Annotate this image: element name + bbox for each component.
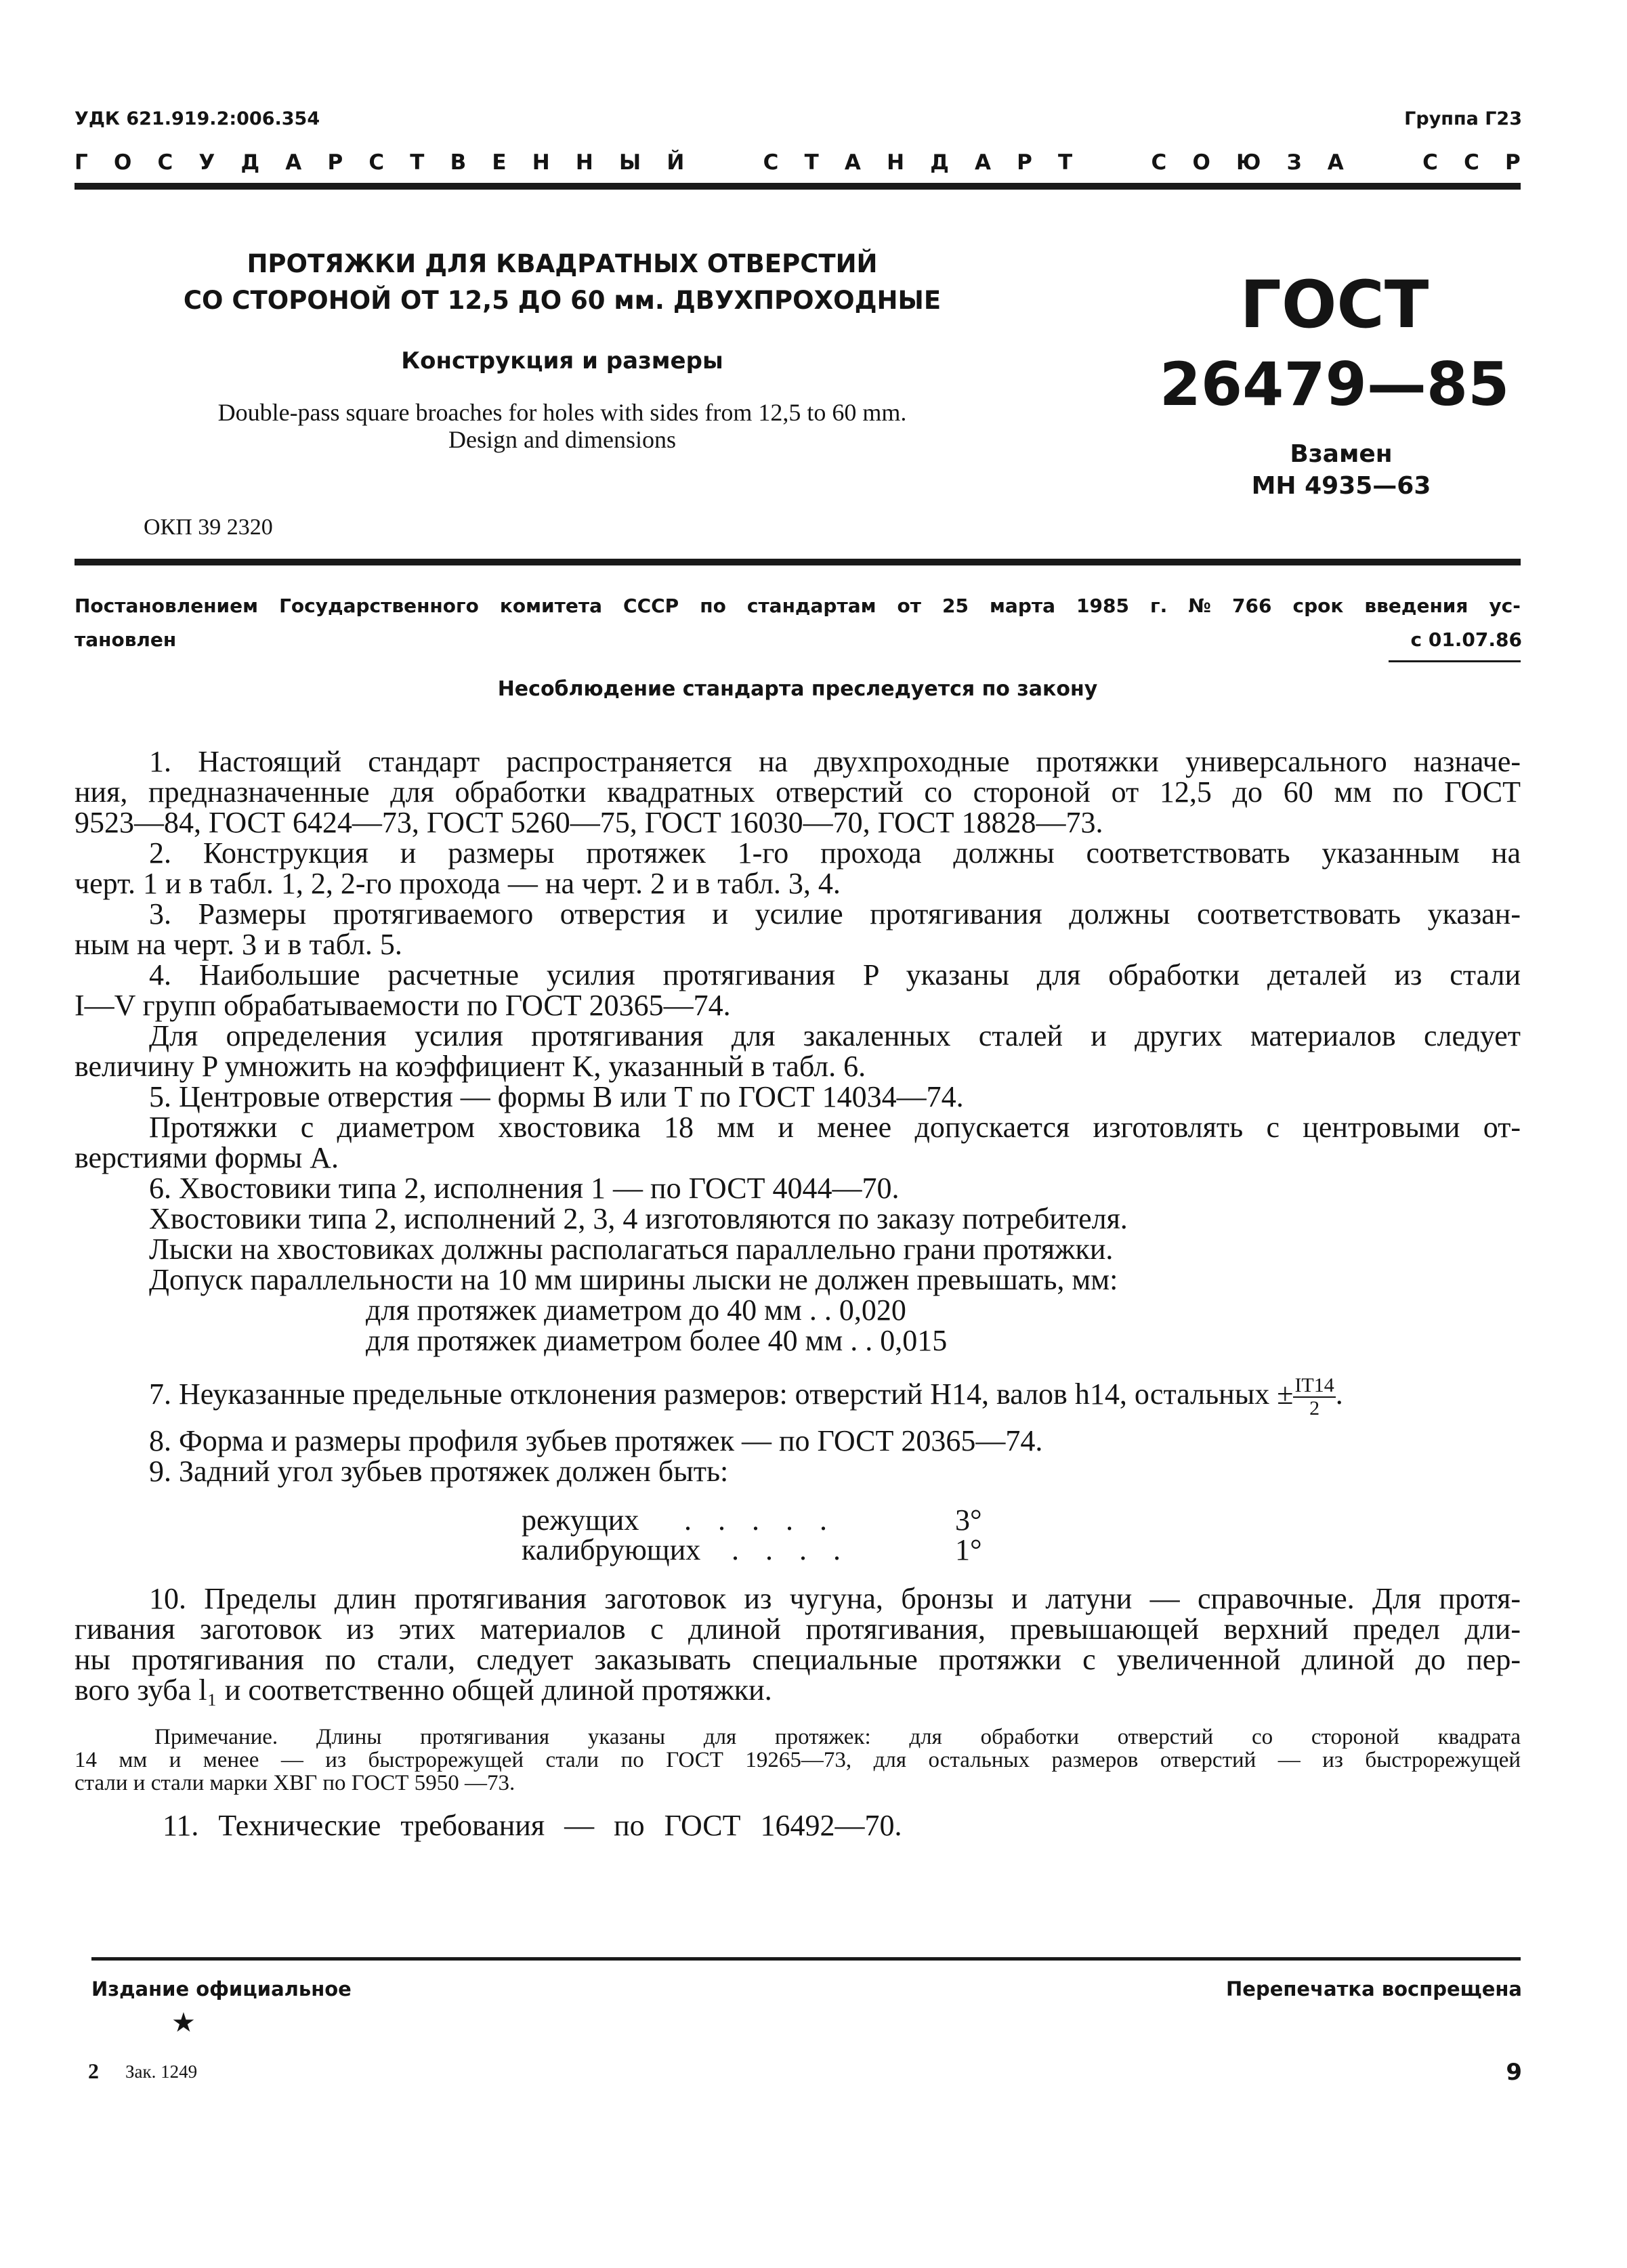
clause-6-line-1: 6. Хвостовики типа 2, исполнения 1 — по ГОСТ 4044—70. [149, 1172, 900, 1205]
banner-letter: Ы [619, 150, 641, 175]
okp-code: ОКП 39 2320 [144, 515, 273, 540]
decree-word: г. [1149, 595, 1168, 617]
note-line-2: 14 мм и менее — из быстрорежущей стали по ГОСТ 19265—73, для остальных размеров отверстий — из быстрорежущей [75, 1748, 1521, 1772]
decree-word: ус- [1489, 595, 1521, 617]
banner-letter: Н [532, 150, 550, 175]
clause-4b-line-2: величину P умножить на коэффициент K, указанный в табл. 6. [75, 1050, 866, 1083]
banner-gap [1370, 150, 1397, 175]
standard-banner [75, 150, 1521, 175]
clause-1-line-3: 9523—84, ГОСТ 6424—73, ГОСТ 5260—75, ГОСТ 16030—70, ГОСТ 18828—73. [75, 806, 1103, 839]
replaces-number: МН 4935—63 [1251, 472, 1431, 500]
banner-letter: Н [575, 150, 593, 175]
decree-word: 25 [942, 595, 969, 617]
official-edition: Издание официальное [91, 1977, 352, 2000]
gost-number: 26479—85 [1159, 349, 1510, 419]
banner-letter: Т [1058, 150, 1073, 175]
clause-1-line-2: ния, предназначенные для обработки квадратных отверстий со стороной от 12,5 до 60 мм по ГОСТ [75, 775, 1521, 809]
banner-letter: С [368, 150, 385, 175]
angle-calibrating-dots: . . . . [732, 1533, 850, 1566]
decree-word: 1985 [1076, 595, 1129, 617]
star-icon: ★ [171, 2007, 196, 2038]
banner-letter: А [1327, 150, 1344, 175]
banner-letter: З [1286, 150, 1302, 175]
note-line-1: Примечание. Длины протягивания указаны для протяжек: для обработки отверстий со стороной квадрата [154, 1725, 1521, 1749]
clause-5-line-1: 5. Центровые отверстия — формы В или Т по ГОСТ 14034—74. [149, 1080, 964, 1113]
note-line-3: стали и стали марки ХВГ по ГОСТ 5950 —73. [75, 1771, 515, 1795]
banner-letter: Т [804, 150, 819, 175]
clause-2-line-2: черт. 1 и в табл. 1, 2, 2-го прохода — на черт. 2 и в табл. 3, 4. [75, 867, 841, 900]
clause-11: 11. Технические требования — по ГОСТ 16492—70. [163, 1809, 902, 1842]
decree-word: срок [1292, 595, 1344, 617]
group-code: Группа Г23 [1404, 108, 1522, 129]
banner-letter: А [285, 150, 302, 175]
clause-6-line-2: Хвостовики типа 2, исполнений 2, 3, 4 изготовляются по заказу потребителя. [149, 1202, 1128, 1235]
banner-letter: Д [930, 150, 949, 175]
date-underline [1389, 660, 1521, 662]
clause-10-line-1: 10. Пределы длин протягивания заготовок из чугуна, бронзы и латуни — справочные. Для протя- [149, 1582, 1521, 1615]
clause-5b-line-2: верстиями формы А. [75, 1141, 339, 1174]
banner-letter: О [113, 150, 132, 175]
clause-7-end: . [1335, 1377, 1343, 1411]
banner-letter: Н [887, 150, 905, 175]
banner-letter: Р [1017, 150, 1032, 175]
decree-word: по [700, 595, 726, 617]
title-english-2: Design and dimensions [448, 426, 676, 453]
footer-rule [91, 1957, 1521, 1961]
order-number: 2 [88, 2059, 99, 2083]
tolerance-row-1: для протяжек диаметром до 40 мм . . 0,020 [366, 1293, 906, 1327]
reprint-notice: Перепечатка воспрещена [1226, 1977, 1522, 2000]
angle-cutting-dots: . . . . . [684, 1503, 837, 1537]
clause-4-line-2: I—V групп обрабатываемости по ГОСТ 20365—74. [75, 989, 731, 1022]
replaces-label: Взамен [1290, 440, 1393, 468]
banner-letter: С [1151, 150, 1167, 175]
banner-letter: С [1464, 150, 1479, 175]
page-number: 9 [1506, 2059, 1522, 2086]
decree-line-1 [75, 595, 1521, 617]
udc-code: УДК 621.919.2:006.354 [75, 108, 320, 129]
clause-1-line-1: 1. Настоящий стандарт распространяется на двухпроходные протяжки универсального назначе- [149, 745, 1521, 778]
banner-letter: С [157, 150, 173, 175]
angle-calibrating-value: 1° [955, 1533, 982, 1566]
clause-7-text: 7. Неуказанные предельные отклонения размеров: отверстий H14, валов h14, остальных ± [149, 1377, 1294, 1411]
banner-letter: С [1422, 150, 1438, 175]
clause-8: 8. Форма и размеры профиля зубьев протяжек — по ГОСТ 20365—74. [149, 1424, 1043, 1457]
banner-gap [1098, 150, 1125, 175]
clause-5b-line-1: Протяжки с диаметром хвостовика 18 мм и менее допускается изготовлять с центровыми от- [149, 1111, 1521, 1144]
banner-letter: Д [240, 150, 260, 175]
clause-3-line-2: ным на черт. 3 и в табл. 5. [75, 928, 402, 961]
decree-line-2: тановлен [75, 628, 177, 651]
clause-9: 9. Задний угол зубьев протяжек должен быть: [149, 1455, 729, 1488]
decree-word: Государственного [279, 595, 479, 617]
header-rule [75, 183, 1521, 190]
clause-6-line-4: Допуск параллельности на 10 мм ширины лыски не должен превышать, мм: [149, 1263, 1118, 1296]
banner-letter: Р [1505, 150, 1521, 175]
fraction-denominator: 2 [1309, 1397, 1320, 1419]
clause-6-line-3: Лыски на хвостовиках должны располагаться параллельно грани протяжки. [149, 1233, 1114, 1266]
banner-letter: В [450, 150, 467, 175]
decree-word: стандартам [746, 595, 876, 617]
banner-letter: Р [327, 150, 343, 175]
banner-letter: О [1192, 150, 1210, 175]
clause-7 [149, 1375, 1544, 1419]
decree-word: комитета [499, 595, 602, 617]
decree-word: от [897, 595, 921, 617]
banner-letter: А [974, 150, 991, 175]
banner-letter: Ю [1236, 150, 1261, 175]
fraction-numerator: IT14 [1294, 1374, 1334, 1396]
banner-letter: У [198, 150, 215, 175]
banner-gap [710, 150, 737, 175]
clause-10-line-2: гивания заготовок из этих материалов с длиной протягивания, превышающей верхний предел дли- [75, 1612, 1521, 1646]
angle-calibrating-label: калибрующих [522, 1533, 701, 1566]
law-warning: Несоблюдение стандарта преследуется по закону [497, 677, 1098, 701]
decree-word: марта [990, 595, 1055, 617]
clause-10-line-4: вого зуба l₁ и соответственно общей длиной протяжки. [75, 1673, 772, 1707]
title-line-2: СО СТОРОНОЙ ОТ 12,5 ДО 60 мм. ДВУХПРОХОДНЫЕ [183, 286, 942, 315]
tolerance-fraction [1293, 1375, 1335, 1419]
clause-3-line-1: 3. Размеры протягиваемого отверстия и усилие протягивания должны соответствовать указан- [149, 897, 1521, 930]
angle-cutting-value: 3° [955, 1503, 982, 1537]
banner-letter: Г [75, 150, 88, 175]
decree-word: Постановлением [75, 595, 259, 617]
title-subtitle: Конструкция и размеры [401, 347, 723, 375]
banner-letter: С [763, 150, 779, 175]
angle-cutting-label: режущих [522, 1503, 639, 1537]
gost-label: ГОСТ [1240, 267, 1429, 343]
clause-4b-line-1: Для определения усилия протягивания для закаленных сталей и других материалов следует [149, 1019, 1521, 1052]
title-english-1: Double-pass square broaches for holes with sides from 12,5 to 60 mm. [217, 399, 907, 426]
banner-letter: А [844, 150, 861, 175]
clause-4-line-1: 4. Наибольшие расчетные усилия протягивания P указаны для обработки деталей из стали [149, 958, 1521, 991]
decree-word: СССР [623, 595, 679, 617]
clause-10-line-3: ны протягивания по стали, следует заказывать специальные протяжки с увеличенной длиной до пер- [75, 1643, 1521, 1676]
decree-word: № [1188, 595, 1211, 617]
tolerance-row-2: для протяжек диаметром более 40 мм . . 0,015 [366, 1324, 948, 1357]
title-line-1: ПРОТЯЖКИ ДЛЯ КВАДРАТНЫХ ОТВЕРСТИЙ [247, 249, 878, 278]
effective-date: с 01.07.86 [1410, 628, 1522, 651]
clause-2-line-1: 2. Конструкция и размеры протяжек 1-го прохода должны соответствовать указанным на [149, 836, 1521, 870]
order-code: Зак. 1249 [125, 2061, 198, 2082]
decree-word: введения [1364, 595, 1468, 617]
banner-letter: Й [667, 150, 685, 175]
title-rule [75, 559, 1521, 565]
banner-letter: Е [492, 150, 507, 175]
decree-word: 766 [1232, 595, 1272, 617]
banner-letter: Т [410, 150, 425, 175]
